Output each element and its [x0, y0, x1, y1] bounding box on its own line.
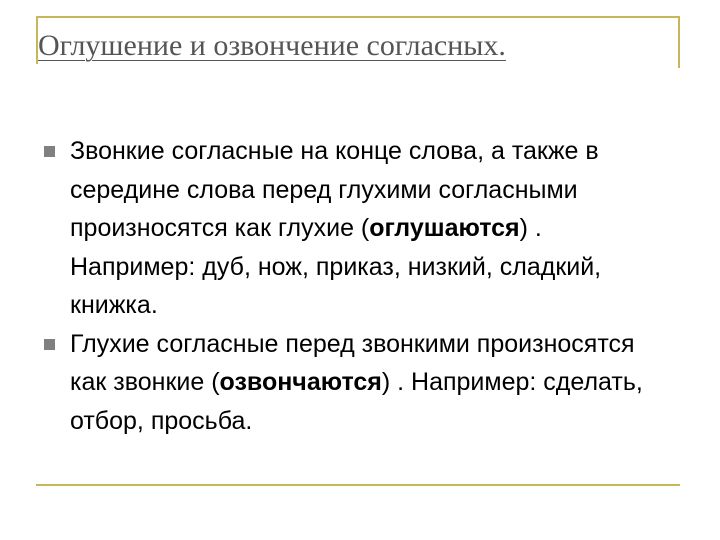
bullet-bold-term: оглушаются	[369, 214, 520, 242]
bullet-item-voicing	[44, 325, 654, 441]
bullet-text-part: ) . Например: сделать, отбор, просьба.	[70, 368, 643, 435]
right-frame-line	[678, 16, 680, 68]
bullet-text-part: Глухие согласные перед звонкими произносятся как звонкие (	[70, 329, 635, 396]
bullet-text-part: ) . Например: дуб, нож, приказ, низкий, сладкий, книжка.	[70, 214, 602, 319]
square-bullet-icon	[44, 146, 55, 157]
slide-title: Оглушение и озвончение согласных.	[38, 29, 506, 62]
bottom-frame-line	[36, 484, 680, 486]
bullet-item-devoicing	[44, 132, 654, 325]
square-bullet-icon	[44, 339, 55, 350]
bullet-bold-term: озвончаются	[219, 368, 382, 396]
bullet-list	[44, 132, 654, 440]
top-frame-line	[36, 16, 680, 18]
bullet-text-part: Звонкие согласные на конце слова, а также в середине слова перед глухими согласными произносятся как глухие (	[70, 137, 599, 242]
